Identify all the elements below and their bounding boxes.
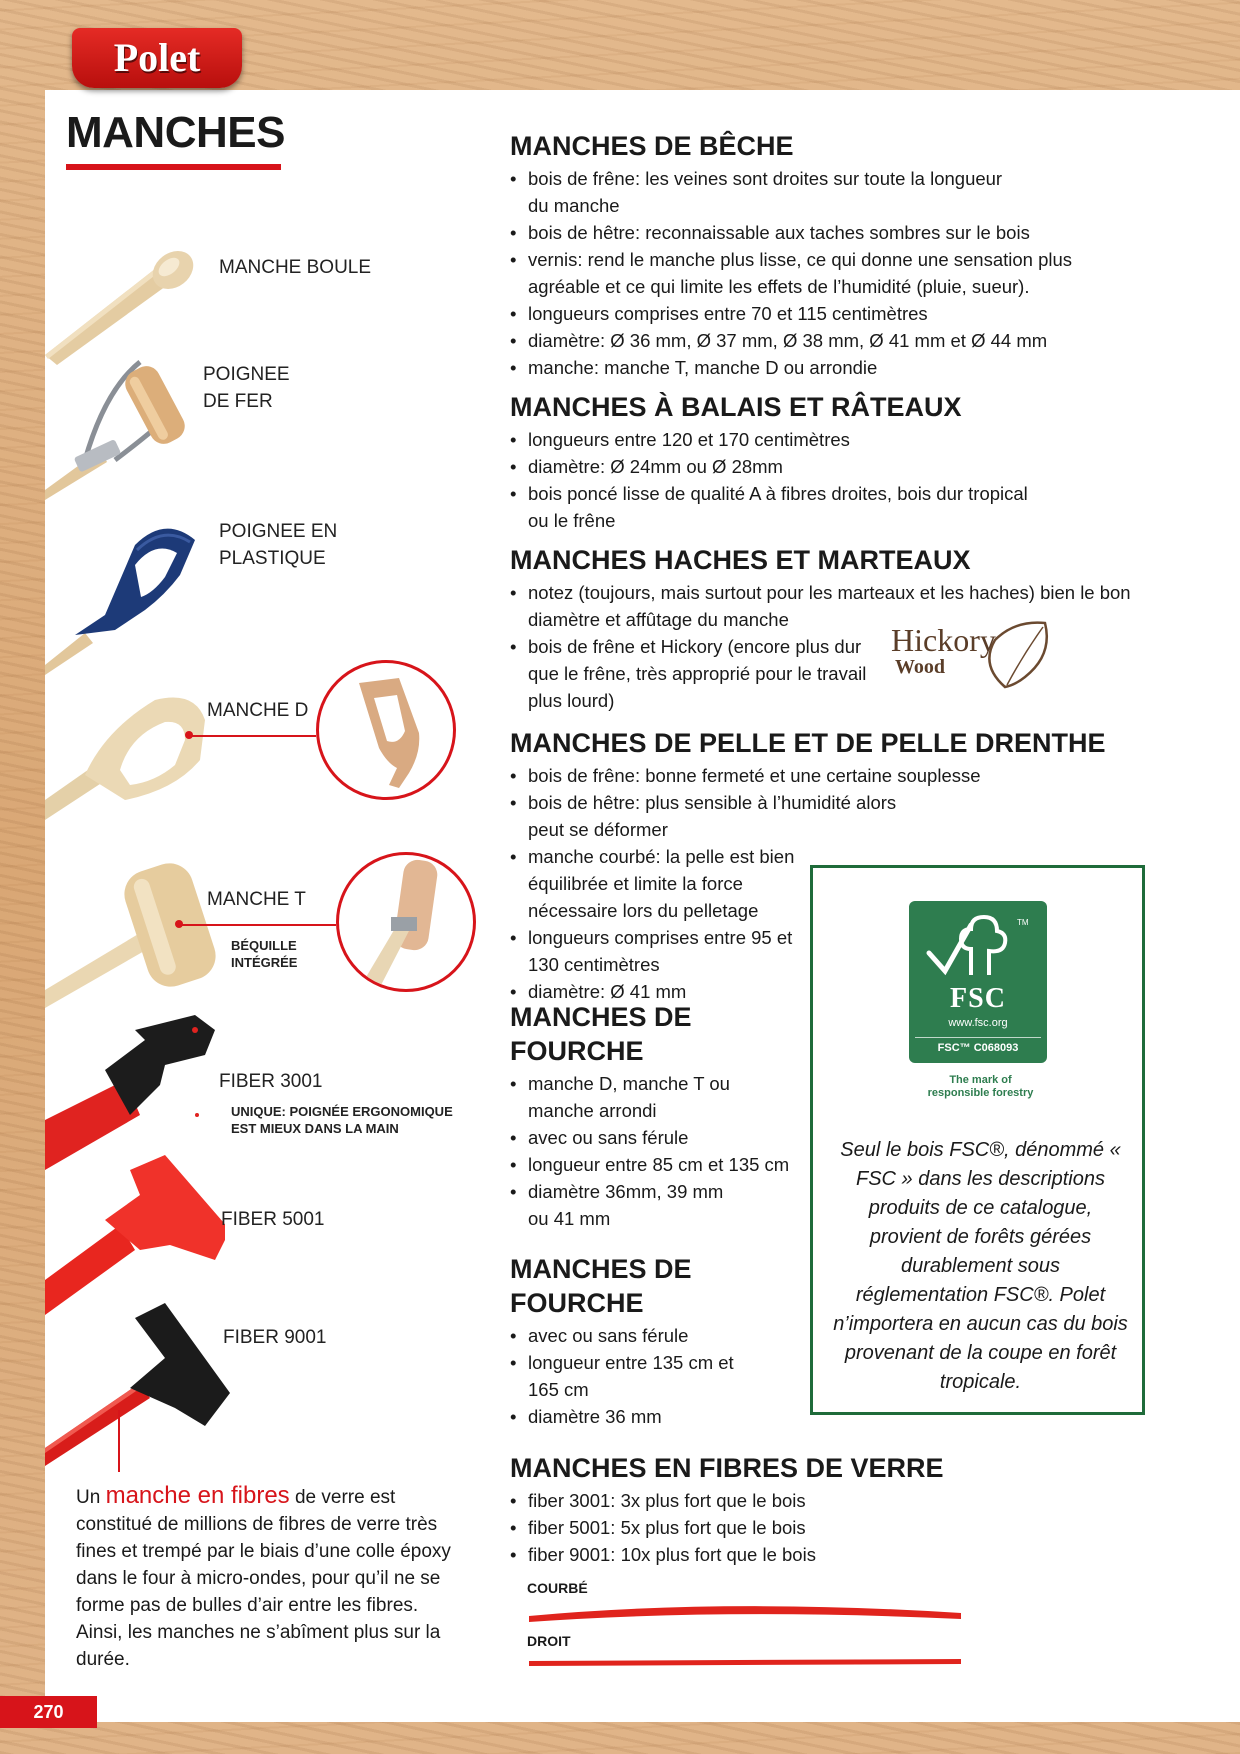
poignee-fer-label-line2: DE FER bbox=[203, 391, 273, 412]
fiber-description bbox=[76, 1482, 456, 1673]
list-item: • bois poncé lisse de qualité A à fibres droites, bois dur tropical ou le frêne bbox=[510, 480, 1048, 534]
section-fibres-title: MANCHES EN FIBRES DE VERRE bbox=[510, 1453, 944, 1483]
polet-logo: Polet bbox=[72, 28, 242, 88]
fiber-description-highlight: manche en fibres bbox=[105, 1482, 290, 1509]
section-beche-title: MANCHES DE BÊCHE bbox=[510, 131, 794, 161]
fiber-9001-label: FIBER 9001 bbox=[223, 1327, 327, 1348]
section-fibres-list bbox=[510, 1487, 1070, 1568]
list-item: • bois de frêne: les veines sont droites sur toute la longueur du manche bbox=[510, 165, 1018, 219]
section-fourche-2 bbox=[510, 1252, 800, 1430]
list-item: • diamètre: Ø 41 mm bbox=[510, 978, 1150, 1005]
list-item: • longueurs comprises entre 95 et 130 centimètres bbox=[510, 924, 798, 978]
fiber-3001-label: FIBER 3001 bbox=[219, 1071, 323, 1092]
list-item: • notez (toujours, mais surtout pour les marteaux et les haches) bien le bon diamètre et affûtage du manche bbox=[510, 579, 1138, 633]
title-underline bbox=[66, 164, 281, 170]
fiber-5001-image bbox=[45, 1150, 225, 1315]
list-item: • longueurs comprises entre 70 et 115 centimètres bbox=[510, 300, 1140, 327]
manche-t-image bbox=[45, 860, 225, 1010]
list-item: • bois de hêtre: reconnaissable aux taches sombres sur le bois bbox=[510, 219, 1140, 246]
poignee-plastique-label-line2: PLASTIQUE bbox=[219, 548, 326, 569]
manche-t-detail-circle bbox=[336, 852, 476, 992]
hickory-logo-wood: Wood bbox=[895, 656, 946, 678]
fsc-logo-code: FSC™ C068093 bbox=[915, 1037, 1041, 1058]
svg-text:TM: TM bbox=[1017, 918, 1029, 927]
poignee-plastique-image bbox=[45, 515, 215, 675]
rod-courbe-label: COURBÉ bbox=[527, 1580, 588, 1596]
fsc-mark-line2: responsible forestry bbox=[927, 1087, 1034, 1099]
manche-t-sub-line2: INTÉGRÉE bbox=[231, 955, 298, 970]
poignee-fer-image bbox=[45, 350, 205, 500]
fsc-mark-caption bbox=[853, 1074, 1108, 1100]
rod-droit-label: DROIT bbox=[527, 1633, 571, 1649]
page-number: 270 bbox=[0, 1696, 97, 1728]
fiber-5001-label: FIBER 5001 bbox=[221, 1209, 325, 1230]
manche-t-connector bbox=[179, 924, 336, 926]
fiber-3001-sub-line2: EST MIEUX DANS LA MAIN bbox=[231, 1121, 399, 1136]
list-item: • diamètre: Ø 36 mm, Ø 37 mm, Ø 38 mm, Ø 41 mm et Ø 44 mm bbox=[510, 327, 1140, 354]
manche-d-image bbox=[45, 690, 215, 830]
manche-t-pointer-dot bbox=[175, 920, 183, 928]
list-item: • longueur entre 85 cm et 135 cm bbox=[510, 1151, 800, 1178]
manche-d-detail-circle bbox=[316, 660, 456, 800]
fiber-3001-sub-line1: UNIQUE: POIGNÉE ERGONOMIQUE bbox=[231, 1104, 453, 1119]
rod-courbe-image bbox=[525, 1600, 965, 1624]
list-item: • fiber 9001: 10x plus fort que le bois bbox=[510, 1541, 1070, 1568]
manche-t-label: MANCHE T bbox=[207, 889, 306, 910]
section-beche bbox=[510, 129, 1140, 381]
list-item: • manche courbé: la pelle est bien équilibrée et limite la force nécessaire lors du pelletage bbox=[510, 843, 813, 924]
list-item: • diamètre 36 mm bbox=[510, 1403, 800, 1430]
fiber-description-prefix: Un bbox=[76, 1487, 106, 1508]
manche-t-detail-image bbox=[339, 855, 473, 989]
section-fourche-1-title: MANCHES DE FOURCHE bbox=[510, 1002, 692, 1066]
poignee-fer-label-line1: POIGNEE bbox=[203, 364, 290, 385]
fsc-statement-rest: « FSC » dans les descriptions produits de ce catalogue, provient de forêts gérées durablement sous réglementation FSC®. Polet n’importera en aucun cas du bois provenant de la coupe en forêt tropicale. bbox=[833, 1139, 1128, 1393]
list-item: • avec ou sans férule bbox=[510, 1322, 800, 1349]
section-balais-list bbox=[510, 426, 1050, 534]
list-item: • bois de frêne et Hickory (encore plus dur que le frêne, très approprié pour le travail plus lourd) bbox=[510, 633, 893, 714]
section-fourche-1-list bbox=[510, 1070, 800, 1232]
list-item: • diamètre 36mm, 39 mm ou 41 mm bbox=[510, 1178, 743, 1232]
section-beche-list bbox=[510, 165, 1140, 381]
section-haches-title: MANCHES HACHES ET MARTEAUX bbox=[510, 545, 971, 575]
manche-boule-label: MANCHE BOULE bbox=[219, 257, 372, 278]
fsc-logo-word: FSC bbox=[950, 983, 1006, 1014]
fiber-9001-image bbox=[45, 1298, 230, 1468]
hickory-logo-word: Hickory bbox=[891, 622, 996, 658]
manche-d-connector bbox=[189, 735, 316, 737]
manche-d-label: MANCHE D bbox=[207, 700, 309, 721]
section-balais-title: MANCHES À BALAIS ET RÂTEAUX bbox=[510, 392, 962, 422]
section-fourche-2-list bbox=[510, 1322, 800, 1430]
fiber-description-text: de verre est constitué de millions de fibres de verre très fines et trempé par le biais d’une colle époxy dans le four à micro-ondes, pour qu’il ne se forme pas de bulles d’air entre les fibres. Ainsi, les manches ne s’abîment plus sur la durée. bbox=[76, 1487, 451, 1670]
manche-t-sub-line1: BÉQUILLE bbox=[231, 938, 297, 953]
list-item: • fiber 3001: 3x plus fort que le bois bbox=[510, 1487, 1070, 1514]
section-pelle-title: MANCHES DE PELLE ET DE PELLE DRENTHE bbox=[510, 728, 1106, 758]
manche-d-detail-image bbox=[319, 663, 453, 797]
section-balais bbox=[510, 390, 1050, 534]
poignee-plastique-label-line1: POIGNEE EN bbox=[219, 521, 338, 542]
list-item: • longueur entre 135 cm et 165 cm bbox=[510, 1349, 748, 1403]
fsc-statement-lead: Seul le bois FSC®, dénommé bbox=[840, 1139, 1105, 1161]
list-item: • avec ou sans férule bbox=[510, 1124, 800, 1151]
section-fourche-2-title: MANCHES DE FOURCHE bbox=[510, 1254, 692, 1318]
manche-boule-image bbox=[45, 245, 195, 365]
list-item: • bois de frêne: bonne fermeté et une certaine souplesse bbox=[510, 762, 1088, 789]
fsc-statement bbox=[833, 1136, 1128, 1397]
fsc-info-box bbox=[810, 865, 1145, 1415]
list-item: • vernis: rend le manche plus lisse, ce qui donne une sensation plus agréable et ce qui limite les effets de l’humidité (pluie, sueur). bbox=[510, 246, 1118, 300]
fsc-logo-url: www.fsc.org bbox=[948, 1017, 1008, 1029]
fsc-mark-line1: The mark of bbox=[949, 1074, 1012, 1086]
hickory-wood-logo bbox=[885, 615, 1055, 695]
fsc-tree-checkmark-icon bbox=[909, 905, 1047, 985]
fiber-pointer-line bbox=[118, 1410, 120, 1472]
list-item: • fiber 5001: 5x plus fort que le bois bbox=[510, 1514, 1070, 1541]
section-fourche-1 bbox=[510, 1000, 800, 1232]
list-item: • diamètre: Ø 24mm ou Ø 28mm bbox=[510, 453, 1050, 480]
page-title: MANCHES bbox=[66, 108, 285, 157]
list-item: • longueurs entre 120 et 170 centimètres bbox=[510, 426, 1050, 453]
list-item: • bois de hêtre: plus sensible à l’humidité alors peut se déformer bbox=[510, 789, 908, 843]
rod-droit-image bbox=[525, 1654, 965, 1670]
manche-d-pointer-dot bbox=[185, 731, 193, 739]
section-fibres bbox=[510, 1451, 1070, 1568]
fsc-logo bbox=[909, 901, 1047, 1063]
list-item: • manche: manche T, manche D ou arrondie bbox=[510, 354, 1140, 381]
list-item: • manche D, manche T ou manche arrondi bbox=[510, 1070, 733, 1124]
